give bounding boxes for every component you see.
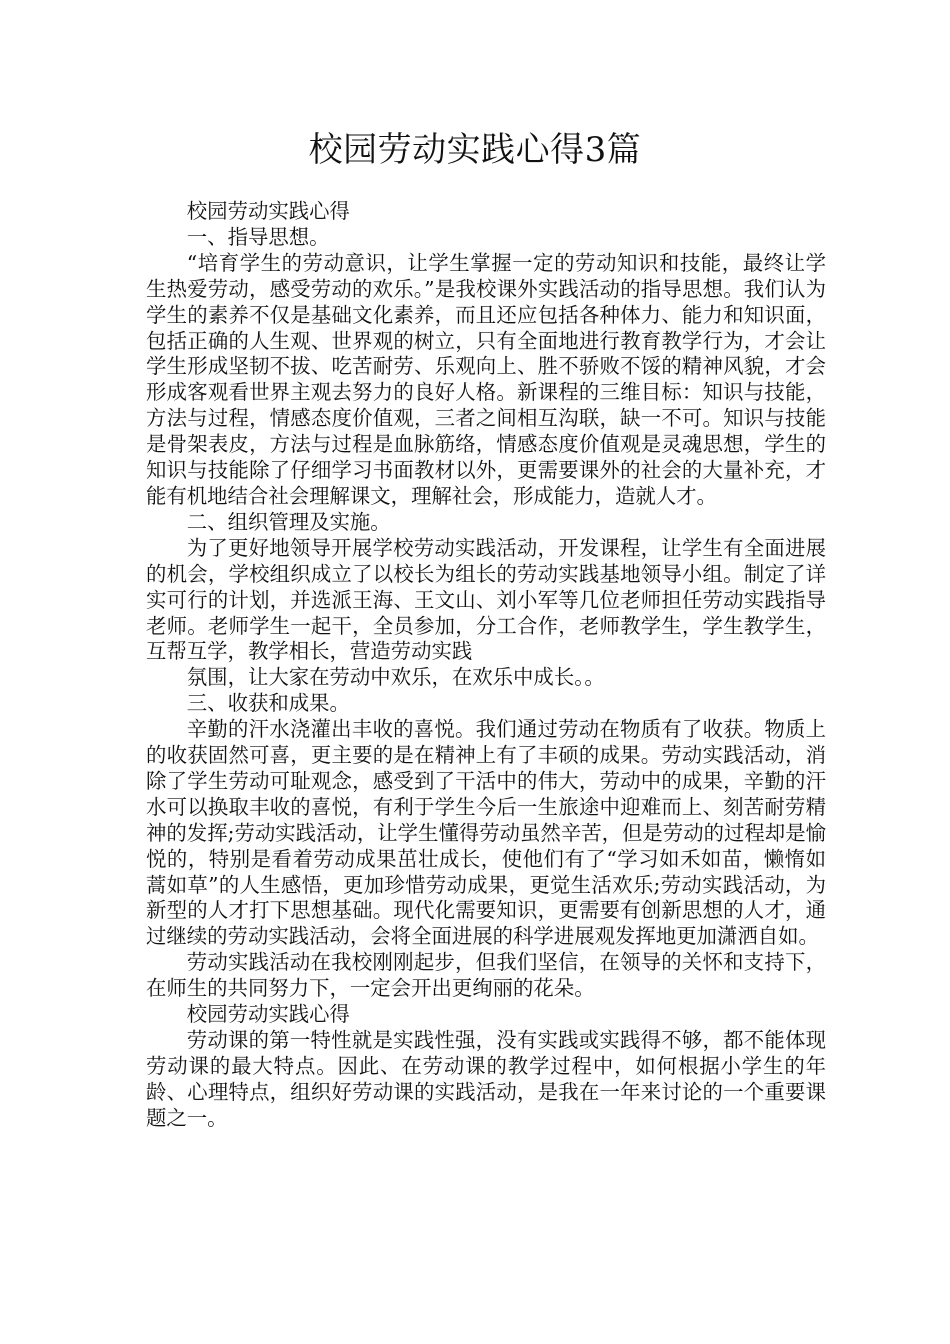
document-title: 校园劳动实践心得3篇 — [308, 130, 642, 170]
subheading: 一、指导思想。 — [186, 224, 330, 249]
document-body — [146, 199, 826, 1132]
paragraph: 氛围，让大家在劳动中欢乐，在欢乐中成长。。 — [186, 665, 605, 690]
paragraph: 劳动课的第一特性就是实践性强，没有实践或实践得不够，都不能体现劳动课的最大特点。因此、在劳动课的教学过程中，如何根据小学生的年龄、心理特点，组织好劳动课的实践活动，是我在一年来讨论的一个重要课题之一。 — [146, 1028, 826, 1130]
section-heading: 校园劳动实践心得 — [186, 199, 350, 223]
subheading: 二、组织管理及实施。 — [186, 509, 391, 534]
paragraph: 辛勤的汗水浇灌出丰收的喜悦。我们通过劳动在物质有了收获。物质上的收获固然可喜，更主要的是在精神上有了丰硕的成果。劳动实践活动，消除了学生劳动可耻观念，感受到了干活中的伟大，劳动中的成果，辛勤的汗水可以换取丰收的喜悦，有利于学生今后一生旅途中迎难而上、刻苦耐劳精神的发挥;劳动实践活动，让学生懂得劳动虽然辛苦，但是劳动的过程却是愉悦的，特别是看着劳动成果茁壮成长，使他们有了“学习如禾如苗，懒惰如蒿如草”的人生感悟，更加珍惜劳动成果，更觉生活欢乐;劳动实践活动，为新型的人才打下思想基础。现代化需要知识，更需要有创新思想的人才，通过继续的劳动实践活动，会将全面进展的科学进展观发挥地更加潇洒自如。 — [146, 717, 826, 949]
section-heading: 校园劳动实践心得 — [186, 1002, 350, 1027]
subheading: 三、收获和成果。 — [186, 691, 350, 716]
paragraph: 劳动实践活动在我校刚刚起步，但我们坚信，在领导的关怀和支持下，在师生的共同努力下，一定会开出更绚丽的花朵。 — [146, 950, 826, 1001]
paragraph: “培育学生的劳动意识，让学生掌握一定的劳动知识和技能，最终让学生热爱劳动，感受劳动的欢乐。”是我校课外实践活动的指导思想。我们认为学生的素养不仅是基础文化素养，而且还应包括各种体力、能力和知识面，包括正确的人生观、世界观的树立，只有全面地进行教育教学行为，才会让学生形成坚韧不拔、吃苦耐劳、乐观向上、胜不骄败不馁的精神风貌，才会形成客观看世界主观去努力的良好人格。新课程的三维目标：知识与技能，方法与过程，情感态度价值观，三者之间相互沟联，缺一不可。知识与技能是骨架表皮，方法与过程是血脉筋络，情感态度价值观是灵魂思想，学生的知识与技能除了仔细学习书面教材以外，更需要课外的社会的大量补充，才能有机地结合社会理解课文，理解社会，形成能力，造就人才。 — [146, 250, 826, 508]
paragraph: 为了更好地领导开展学校劳动实践活动，开发课程，让学生有全面进展的机会，学校组织成立了以校长为组长的劳动实践基地领导小组。制定了详实可行的计划，并选派王海、王文山、刘小军等几位老师担任劳动实践指导老师。老师学生一起干，全员参加，分工合作，老师教学生，学生教学生，互帮互学，教学相长，营造劳动实践 — [146, 535, 826, 664]
